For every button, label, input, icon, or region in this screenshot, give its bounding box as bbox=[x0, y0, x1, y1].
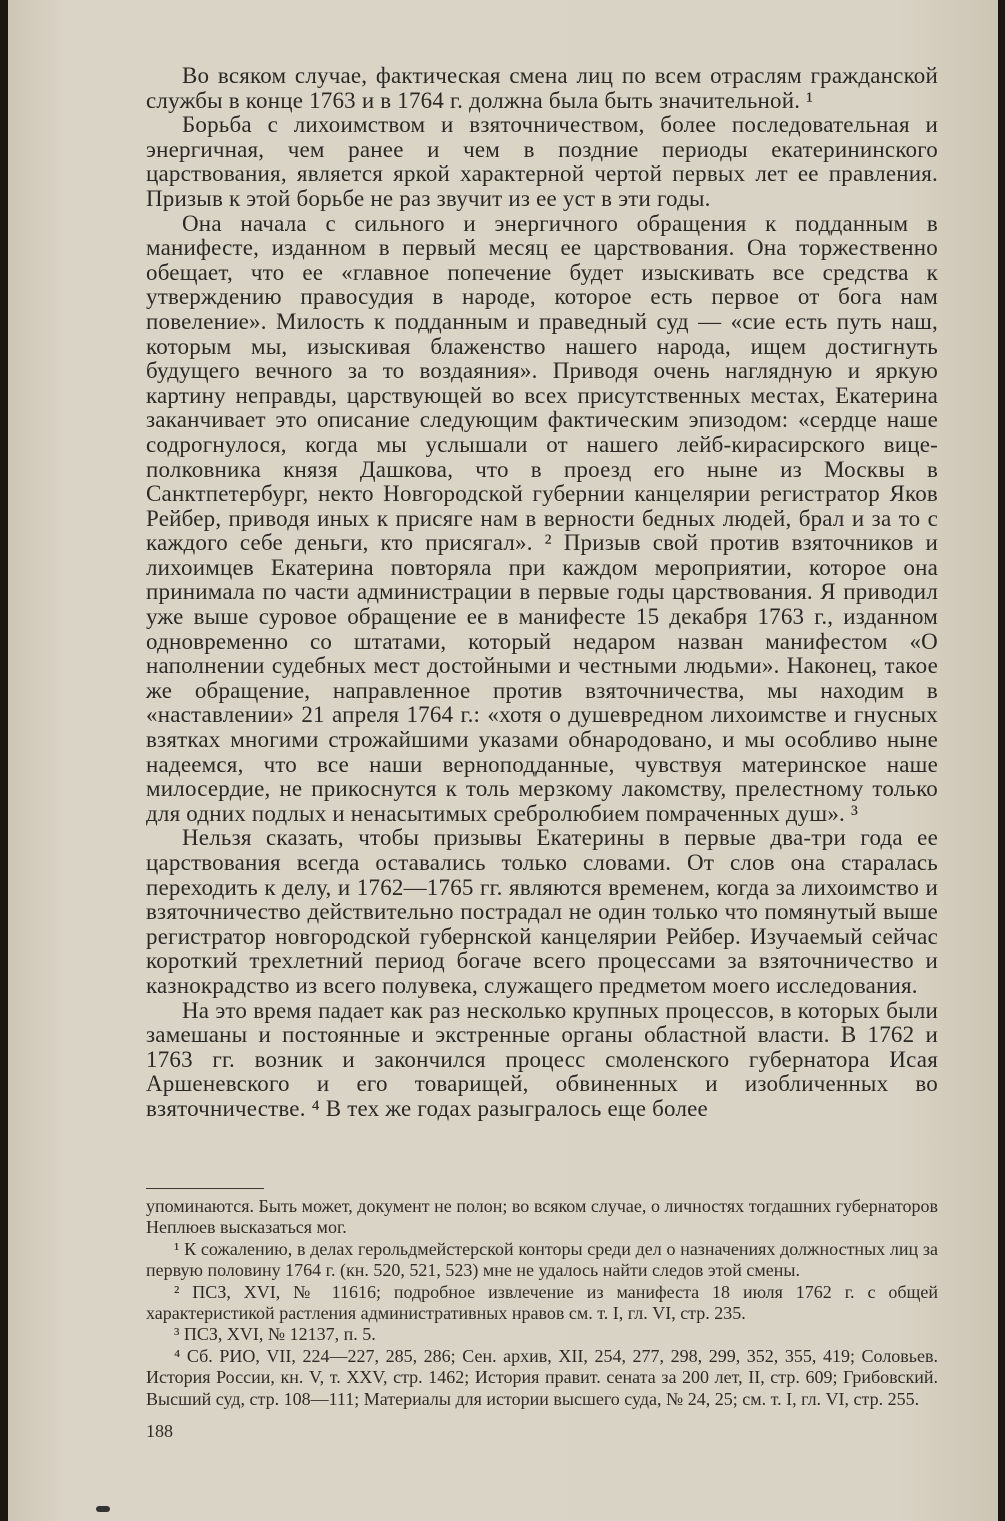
page-number: 188 bbox=[146, 1421, 173, 1441]
footnote-4: ⁴ Сб. РИО, VII, 224—227, 285, 286; Сен. архив, XII, 254, 277, 298, 299, 352, 355, 419; Соловьев. История России, кн. V, т. XXV, стр. 1462; История правит. сената за 200 лет, II, стр. 609; Грибовский. Высший суд, стр. 108—111; Материалы для истории высшего суда, № 24, 25; см. т. I, гл. VI, стр. 255. bbox=[146, 1345, 938, 1409]
paragraph-2: Борьба с лихоимством и взяточничеством, более последовательная и энергичная, чем ранее и чем в поздние периоды екатерининского царствования, является яркой характерной чертой первых лет ее правления. Призыв к этой борьбе не раз звучит из ее уст в эти годы. bbox=[146, 112, 938, 211]
paragraph-4: Нельзя сказать, чтобы призывы Екатерины в первые два-три года ее царствования всегда оставались только словами. От слов она старалась переходить к делу, и 1762—1765 гг. являются временем, когда за лихоимство и взяточничество действительно пострадал не один только что помянутый выше регистратор новгородской губернской канцелярии Рейбер. Изучаемый сейчас короткий трехлетний период богаче всего процессами за взяточничество и казнокрадство из всего полувека, служащего предметом моего исследования. bbox=[146, 825, 938, 998]
paragraph-5: На это время падает как раз несколько крупных процессов, в которых были замешаны и постоянные и экстренные органы областной власти. В 1762 и 1763 гг. возник и закончился процесс смоленского губернатора Исая Аршеневского и его товарищей, обвиненных и изобличенных во взяточничестве. ⁴ В тех же годах разыгралось еще более bbox=[146, 997, 938, 1121]
paragraph-1: Во всяком случае, фактическая смена лиц по всем отраслям гражданской службы в конце 1763 и в 1764 г. должна была быть значительной. ¹ bbox=[146, 63, 938, 113]
footnote-1: ¹ К сожалению, в делах герольдмейстерской конторы среди дел о назначениях должностных лиц за первую половину 1764 г. (кн. 520, 521, 523) мне не удалось найти следов этой смены. bbox=[146, 1238, 938, 1281]
footnotes bbox=[146, 1196, 938, 1410]
scan-mark bbox=[96, 1506, 110, 1512]
footnote-rule bbox=[146, 1188, 264, 1189]
footnote-continuation: упоминаются. Быть может, документ не полон; во всяком случае, о личностях тогдашних губернаторов Неплюев высказаться мог. bbox=[146, 1196, 938, 1238]
footnote-3: ³ ПСЗ, XVI, № 12137, п. 5. bbox=[174, 1324, 376, 1345]
paragraph-3: Она начала с сильного и энергичного обращения к подданным в манифесте, изданном в первый месяц ее царствования. Она торжественно обещает, что ее «главное попечение будет изыскивать все средства к утверждению правосудия в народе, которое есть первое от бога нам повеление». Милость к подданным и праведный суд — «сие есть путь наш, которым мы, изыскивая блаженство нашего народа, ищем достигнуть будущего вечного за то воздаяния». Приводя очень наглядную и яркую картину неправды, царствующей во всех присутственных местах, Екатерина заканчивает это описание следующим фактическим эпизодом: «сердце наше содрогнулося, когда мы услышали от нашего лейб-кирасирского вице-полковника князя Дашкова, что в проезд его ныне из Москвы в Санктпетербург, некто Новгородской губернии канцелярии регистратор Яков Рейбер, приводя иных к присяге нам в верности бедных людей, брал и за то с каждого себе деньги, кто присягал». ² Призыв свой против взяточников и лихоимцев Екатерина повторяла при каждом мероприятии, которое она принимала по части администрации в первые годы царствования. Я приводил уже выше суровое обращение ее в манифесте 15 декабря 1763 г., изданном одновременно со штатами, который недаром назван манифестом «О наполнении судебных мест достойными и честными людьми». Наконец, такое же обращение, направленное против взяточничества, мы находим в «наставлении» 21 апреля 1764 г.: «хотя о душевредном лихоимстве и гнусных взятках многими строжайшими указами обнародовано, и мы особливо ныне надеемся, что все наши верноподданные, чувствуя материнское наше милосердие, не прикоснутся к толь мерзкому лакомству, прелестному только для одних подлых и ненасытимых сребролюбием помраченных душ». ³ bbox=[146, 210, 938, 826]
book-page bbox=[8, 0, 998, 1521]
main-text bbox=[146, 64, 938, 1122]
footnote-2: ² ПСЗ, XVI, № 11616; подробное извлечение из манифеста 18 июля 1762 г. с общей характеристикой растления административных нравов см. т. I, гл. VI, стр. 235. bbox=[146, 1281, 938, 1324]
